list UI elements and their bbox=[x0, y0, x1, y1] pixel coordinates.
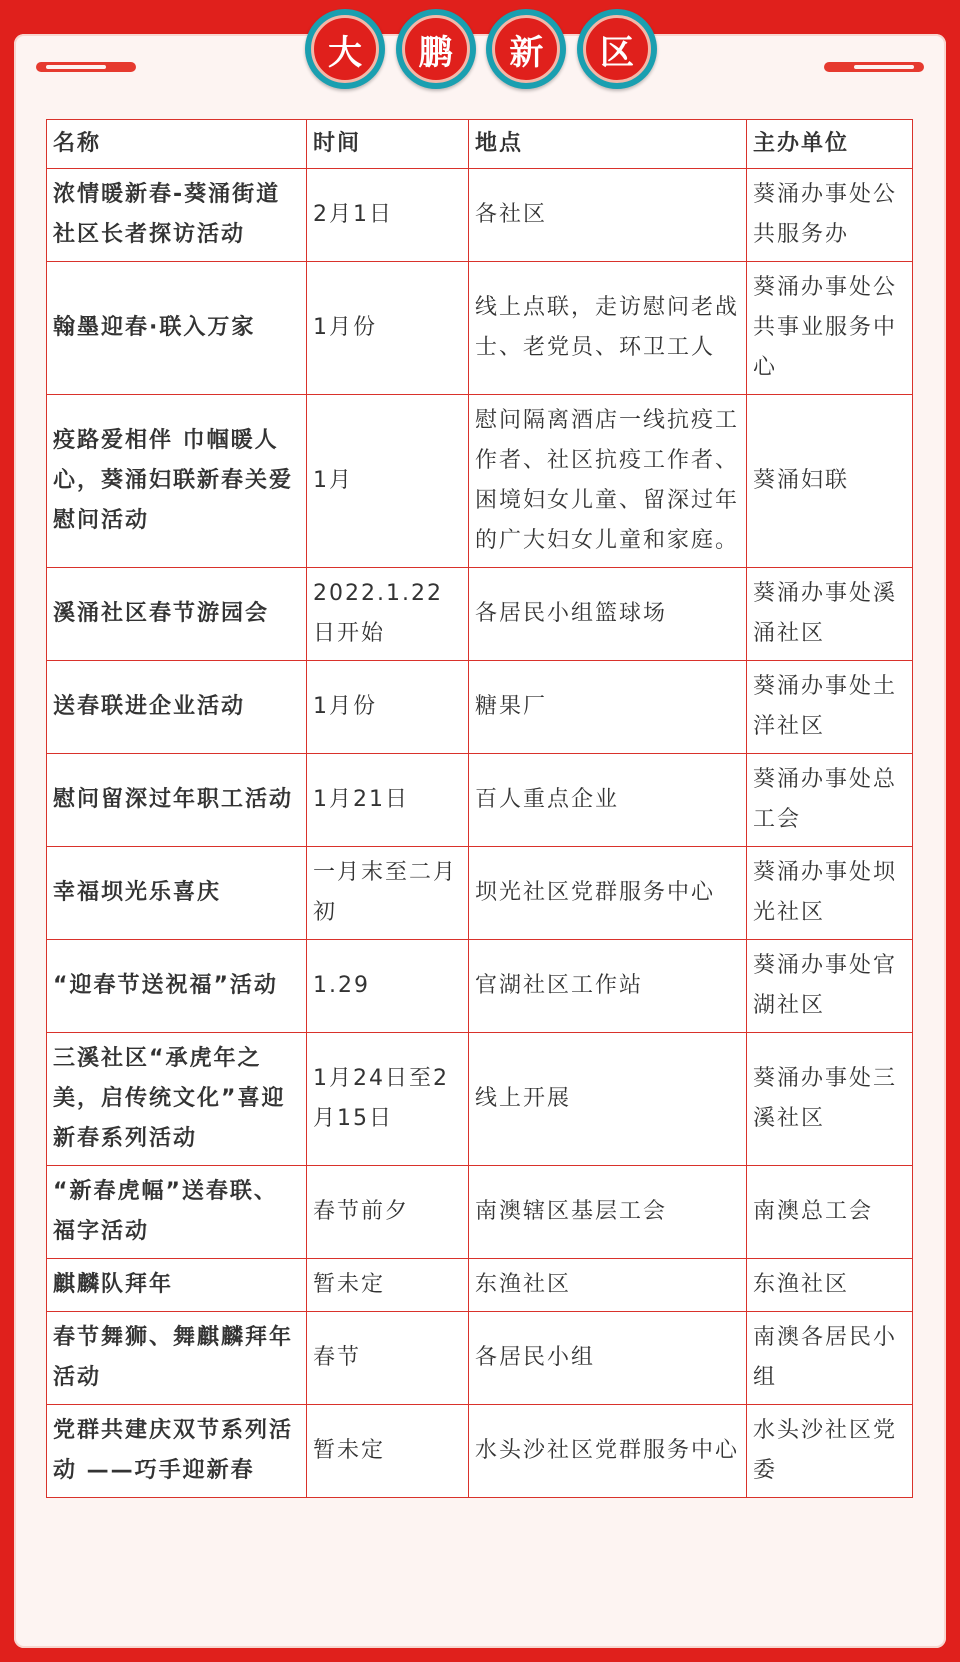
cell-name: 春节舞狮、舞麒麟拜年活动 bbox=[47, 1312, 307, 1405]
table-row bbox=[47, 395, 913, 568]
cell-host: 葵涌妇联 bbox=[747, 395, 913, 568]
cell-time: 1月21日 bbox=[307, 754, 469, 847]
header-place: 地点 bbox=[469, 120, 747, 169]
cell-time: 1月份 bbox=[307, 262, 469, 395]
title-decoration-left bbox=[36, 62, 136, 72]
cell-place: 百人重点企业 bbox=[469, 754, 747, 847]
cell-host: 葵涌办事处溪涌社区 bbox=[747, 568, 913, 661]
table-row bbox=[47, 661, 913, 754]
table-row bbox=[47, 1033, 913, 1166]
cell-name: “迎春节送祝福”活动 bbox=[47, 940, 307, 1033]
events-table bbox=[46, 119, 913, 1498]
cell-place: 坝光社区党群服务中心 bbox=[469, 847, 747, 940]
cell-place: 东渔社区 bbox=[469, 1259, 747, 1312]
title-char: 新 bbox=[492, 15, 560, 83]
cell-place: 官湖社区工作站 bbox=[469, 940, 747, 1033]
table-row bbox=[47, 1312, 913, 1405]
cell-place: 慰问隔离酒店一线抗疫工作者、社区抗疫工作者、困境妇女儿童、留深过年的广大妇女儿童和家庭。 bbox=[469, 395, 747, 568]
cell-name: 幸福坝光乐喜庆 bbox=[47, 847, 307, 940]
cell-name: 翰墨迎春·联入万家 bbox=[47, 262, 307, 395]
table-row bbox=[47, 1405, 913, 1498]
cell-name: 麒麟队拜年 bbox=[47, 1259, 307, 1312]
cell-place: 南澳辖区基层工会 bbox=[469, 1166, 747, 1259]
cell-name: 浓情暖新春-葵涌街道社区长者探访活动 bbox=[47, 169, 307, 262]
header-time: 时间 bbox=[307, 120, 469, 169]
table-header-row bbox=[47, 120, 913, 169]
cell-host: 葵涌办事处坝光社区 bbox=[747, 847, 913, 940]
cell-place: 糖果厂 bbox=[469, 661, 747, 754]
cell-name: 党群共建庆双节系列活动 ——巧手迎新春 bbox=[47, 1405, 307, 1498]
title-decoration-right bbox=[824, 62, 924, 72]
title-char: 区 bbox=[583, 15, 651, 83]
cell-host: 南澳各居民小组 bbox=[747, 1312, 913, 1405]
table-row bbox=[47, 169, 913, 262]
cell-host: 南澳总工会 bbox=[747, 1166, 913, 1259]
cell-name: 溪涌社区春节游园会 bbox=[47, 568, 307, 661]
table-row bbox=[47, 568, 913, 661]
cell-time: 1月份 bbox=[307, 661, 469, 754]
cell-time: 春节前夕 bbox=[307, 1166, 469, 1259]
cell-place: 各社区 bbox=[469, 169, 747, 262]
title-char: 鹏 bbox=[402, 15, 470, 83]
cell-host: 葵涌办事处总工会 bbox=[747, 754, 913, 847]
cell-name: 慰问留深过年职工活动 bbox=[47, 754, 307, 847]
table-row bbox=[47, 1259, 913, 1312]
header-name: 名称 bbox=[47, 120, 307, 169]
title-char: 大 bbox=[311, 15, 379, 83]
cell-host: 水头沙社区党委 bbox=[747, 1405, 913, 1498]
cell-place: 线上点联，走访慰问老战士、老党员、环卫工人 bbox=[469, 262, 747, 395]
cell-time: 暂未定 bbox=[307, 1259, 469, 1312]
table-row bbox=[47, 754, 913, 847]
table-row bbox=[47, 262, 913, 395]
cell-host: 葵涌办事处三溪社区 bbox=[747, 1033, 913, 1166]
title-circle bbox=[305, 9, 385, 89]
cell-time: 2月1日 bbox=[307, 169, 469, 262]
title-circle bbox=[486, 9, 566, 89]
cell-name: “新春虎幅”送春联、福字活动 bbox=[47, 1166, 307, 1259]
header-host: 主办单位 bbox=[747, 120, 913, 169]
title-circle bbox=[577, 9, 657, 89]
cell-host: 葵涌办事处官湖社区 bbox=[747, 940, 913, 1033]
cell-name: 疫路爱相伴 巾帼暖人心，葵涌妇联新春关爱慰问活动 bbox=[47, 395, 307, 568]
cell-time: 1月 bbox=[307, 395, 469, 568]
cell-host: 葵涌办事处公共服务办 bbox=[747, 169, 913, 262]
page-title bbox=[305, 0, 657, 98]
cell-place: 水头沙社区党群服务中心 bbox=[469, 1405, 747, 1498]
table-row bbox=[47, 1166, 913, 1259]
cell-time: 2022.1.22 日开始 bbox=[307, 568, 469, 661]
cell-time: 1月24日至2月15日 bbox=[307, 1033, 469, 1166]
cell-time: 1.29 bbox=[307, 940, 469, 1033]
cell-time: 春节 bbox=[307, 1312, 469, 1405]
cell-host: 葵涌办事处公共事业服务中心 bbox=[747, 262, 913, 395]
cell-host: 东渔社区 bbox=[747, 1259, 913, 1312]
cell-place: 各居民小组 bbox=[469, 1312, 747, 1405]
cell-time: 暂未定 bbox=[307, 1405, 469, 1498]
cell-place: 各居民小组篮球场 bbox=[469, 568, 747, 661]
cell-host: 葵涌办事处土洋社区 bbox=[747, 661, 913, 754]
cell-place: 线上开展 bbox=[469, 1033, 747, 1166]
cell-name: 送春联进企业活动 bbox=[47, 661, 307, 754]
table-row bbox=[47, 847, 913, 940]
table-row bbox=[47, 940, 913, 1033]
cell-name: 三溪社区“承虎年之美，启传统文化”喜迎新春系列活动 bbox=[47, 1033, 307, 1166]
title-circle bbox=[396, 9, 476, 89]
cell-time: 一月末至二月初 bbox=[307, 847, 469, 940]
